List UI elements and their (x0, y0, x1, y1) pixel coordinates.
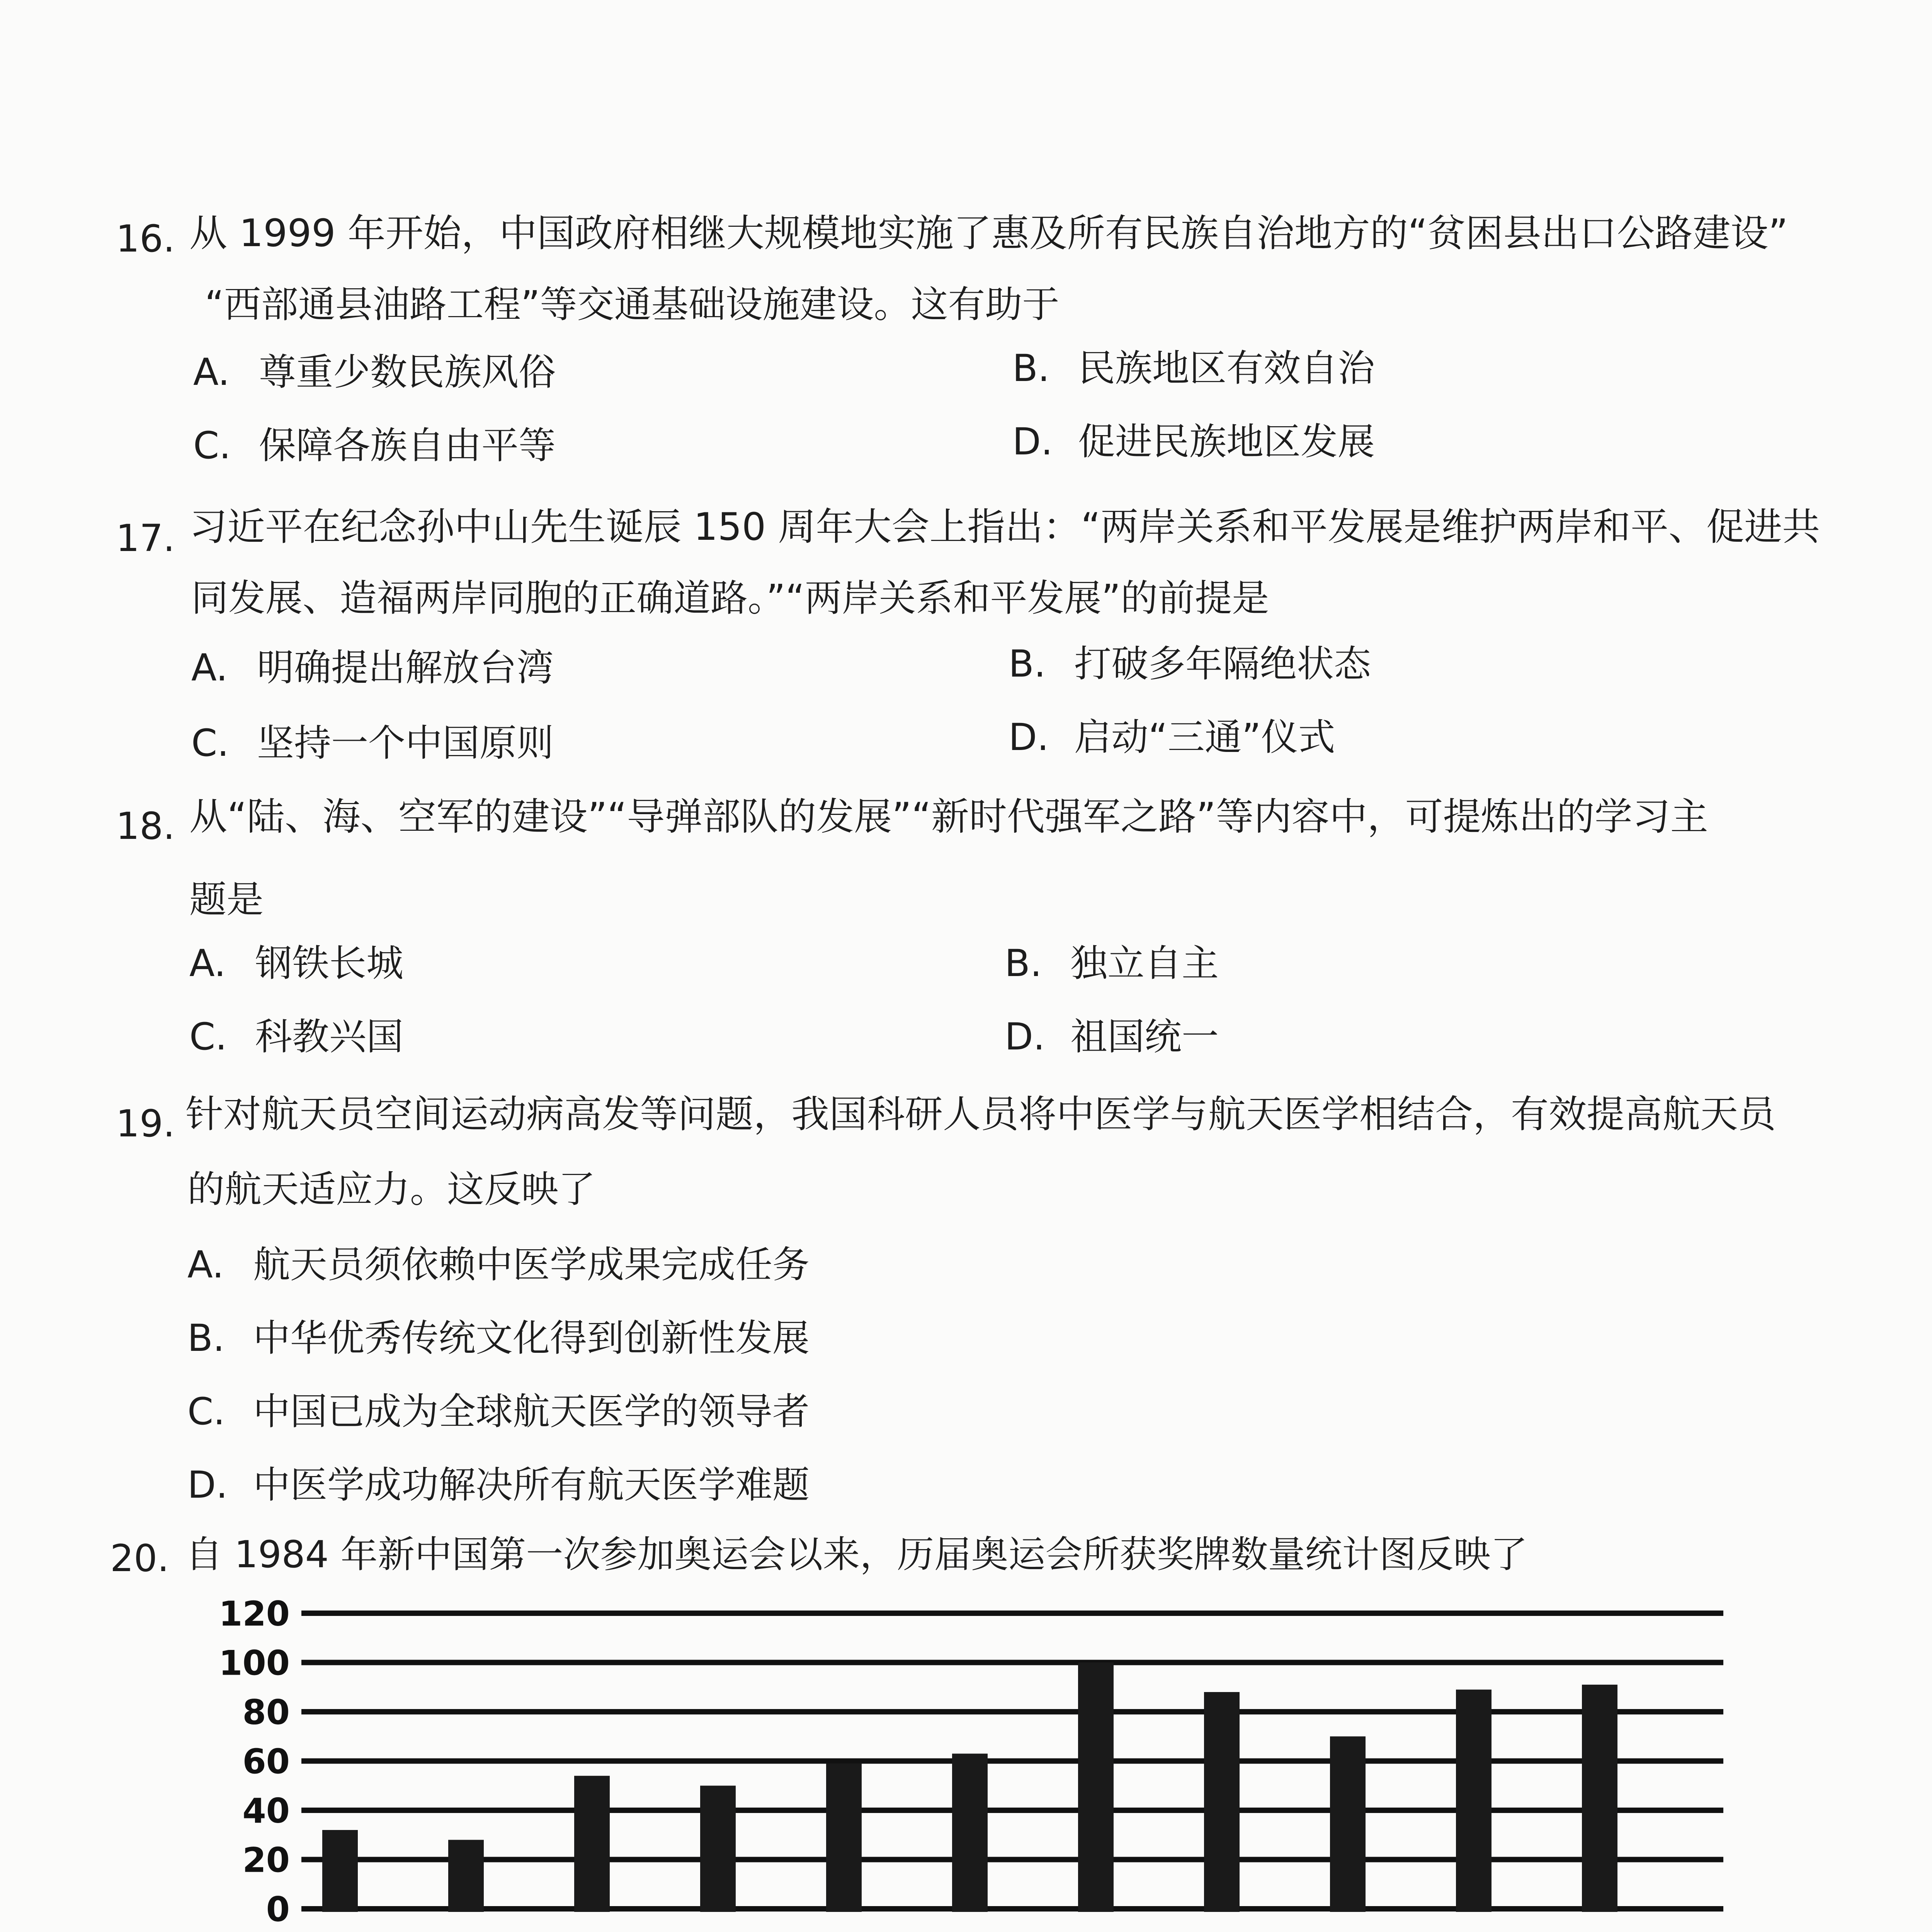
option-a[interactable]: A. 尊重少数民族风俗 (193, 350, 556, 394)
question-number: 19. (116, 1102, 175, 1145)
option-b[interactable]: B. 中华优秀传统文化得到创新性发展 (187, 1316, 810, 1360)
y-tick-label: 100 (219, 1643, 290, 1683)
option-c[interactable]: C. 坚持一个中国原则 (191, 721, 554, 765)
bar-1996年 (700, 1786, 736, 1912)
question-text-line: 同发展、造福两岸同胞的正确道路。”“两岸关系和平发展”的前提是 (191, 577, 1269, 620)
option-d[interactable]: D. 启动“三通”仪式 (1009, 716, 1335, 759)
medal-count-bar-chart (216, 1577, 1731, 1932)
option-d[interactable]: D. 促进民族地区发展 (1012, 420, 1375, 463)
y-tick-label: 0 (266, 1889, 290, 1929)
y-tick-label: 120 (219, 1594, 290, 1634)
option-c[interactable]: C. 保障各族自由平等 (193, 424, 556, 467)
bar-2024年 (1582, 1685, 1617, 1912)
option-a[interactable]: A. 钢铁长城 (189, 942, 403, 985)
question-number: 16. (116, 217, 175, 260)
bar-2008年 (1078, 1663, 1114, 1912)
option-b[interactable]: B. 独立自主 (1005, 942, 1219, 985)
y-tick-label: 80 (242, 1692, 290, 1732)
bar-2000年 (826, 1764, 862, 1912)
question-text-line: 自 1984 年新中国第一次参加奥运会以来，历届奥运会所获奖牌数量统计图反映了 (185, 1533, 1528, 1576)
question-text-line: 习近平在纪念孙中山先生诞辰 150 周年大会上指出：“两岸关系和平发展是维护两岸和平、促进共 (189, 505, 1820, 549)
chart-y-ticks (219, 1594, 290, 1929)
bar-2004年 (952, 1753, 988, 1912)
option-d[interactable]: D. 中医学成功解决所有航天医学难题 (187, 1463, 810, 1507)
chart-bars (322, 1663, 1617, 1912)
question-number: 20. (110, 1537, 169, 1580)
question-text-line: 从 1999 年开始，中国政府相继大规模地实施了惠及所有民族自治地方的“贫困县出口公路建设” (189, 211, 1788, 255)
question-text-line: 针对航天员空间运动病高发等问题，我国科研人员将中医学与航天医学相结合，有效提高航天员 (185, 1092, 1776, 1136)
y-tick-label: 60 (242, 1742, 290, 1782)
y-tick-label: 40 (242, 1791, 290, 1831)
chart-gridlines (301, 1613, 1723, 1909)
question-number: 17. (116, 517, 175, 560)
bar-1992年 (574, 1776, 610, 1912)
bar-1984年 (322, 1830, 358, 1912)
bar-2020年 (1456, 1690, 1492, 1912)
question-number: 18. (116, 804, 175, 848)
question-text-line: “西部通县油路工程”等交通基础设施建设。这有助于 (205, 283, 1060, 326)
option-a[interactable]: A. 航天员须依赖中医学成果完成任务 (187, 1243, 810, 1286)
y-tick-label: 20 (242, 1840, 290, 1880)
question-text-line: 从“陆、海、空军的建设”“导弹部队的发展”“新时代强军之路”等内容中，可提炼出的学习主 (189, 795, 1708, 839)
option-b[interactable]: B. 打破多年隔绝状态 (1009, 642, 1371, 685)
question-text-line: 题是 (189, 878, 264, 921)
option-c[interactable]: C. 中国已成为全球航天医学的领导者 (187, 1390, 810, 1433)
option-a[interactable]: A. 明确提出解放台湾 (191, 646, 554, 689)
option-c[interactable]: C. 科教兴国 (189, 1015, 403, 1058)
bar-2016年 (1330, 1736, 1366, 1912)
bar-2012年 (1204, 1692, 1240, 1912)
option-d[interactable]: D. 祖国统一 (1005, 1015, 1219, 1058)
bar-1988年 (448, 1840, 484, 1912)
question-text-line: 的航天适应力。这反映了 (187, 1168, 595, 1211)
option-b[interactable]: B. 民族地区有效自治 (1012, 347, 1375, 390)
